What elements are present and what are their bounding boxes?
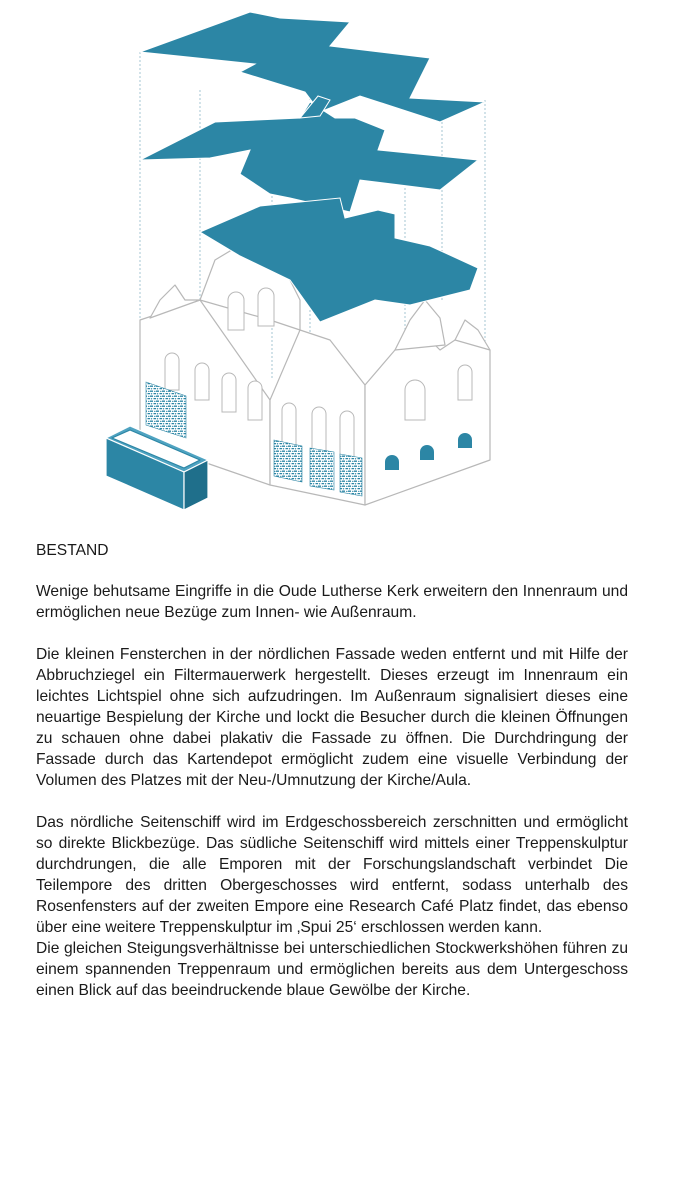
paragraph-stairs: Die gleichen Steigungsverhältnisse bei unterschiedlichen Stockwerkshöhen führen zu einem spannenden Treppenraum und ermöglichen bereits aus dem Untergeschoss einen Blick auf das beeindruckende blaue Gewölbe der Kirche. bbox=[36, 940, 628, 999]
floor-plates bbox=[140, 12, 485, 322]
paragraph-facade: Die kleinen Fensterchen in der nördlichen Fassade weden entfernt und mit Hilfe der Abbruchziegel ein Filtermauerwerk hergestellt. Dieses erzeugt im Innenraum ein leichtes Lichtspiel ohne sich aufzudringen. Im Außenraum signalisiert dieses eine neuartige Bespielung der Kirche und lockt die Besucher durch die kleinen Öffnungen zu schauen ohne dabei plakativ die Fassade zu öffnen. Die Durchdringung der Fassade durch das Kartendepot ermöglicht zudem eine visuelle Verbindung der Volumen des Platzes mit der Neu-/Umnutzung der Kirche/Aula. bbox=[36, 646, 628, 789]
section-heading: BESTAND bbox=[36, 542, 109, 559]
paragraph-intro: Wenige behutsame Eingriffe in die Oude Lutherse Kerk erweitern den Innenraum und ermöglichen neue Bezüge zum Innen- wie Außenraum. bbox=[36, 583, 628, 621]
article-text bbox=[36, 540, 628, 1001]
floor-plate-middle bbox=[140, 102, 478, 212]
axonometric-svg bbox=[0, 0, 675, 520]
paragraph-aisles: Das nördliche Seitenschiff wird im Erdgeschossbereich zerschnitten und ermöglicht so direkte Blickbezüge. Das südliche Seitenschiff wird mittels einer Treppenskulptur durchdrungen, die alle Emporen mit der Forschungslandschaft verbindet Die Teilempore des dritten Obergeschosses wird entfernt, sodass unterhalb des Rosenfensters auf der zweiten Empore eine Research Café Platz findet, das ebenso über eine weitere Treppenskulptur im ‚Spui 25‘ erschlossen werden kann. bbox=[36, 814, 628, 936]
axonometric-drawing bbox=[0, 0, 675, 520]
